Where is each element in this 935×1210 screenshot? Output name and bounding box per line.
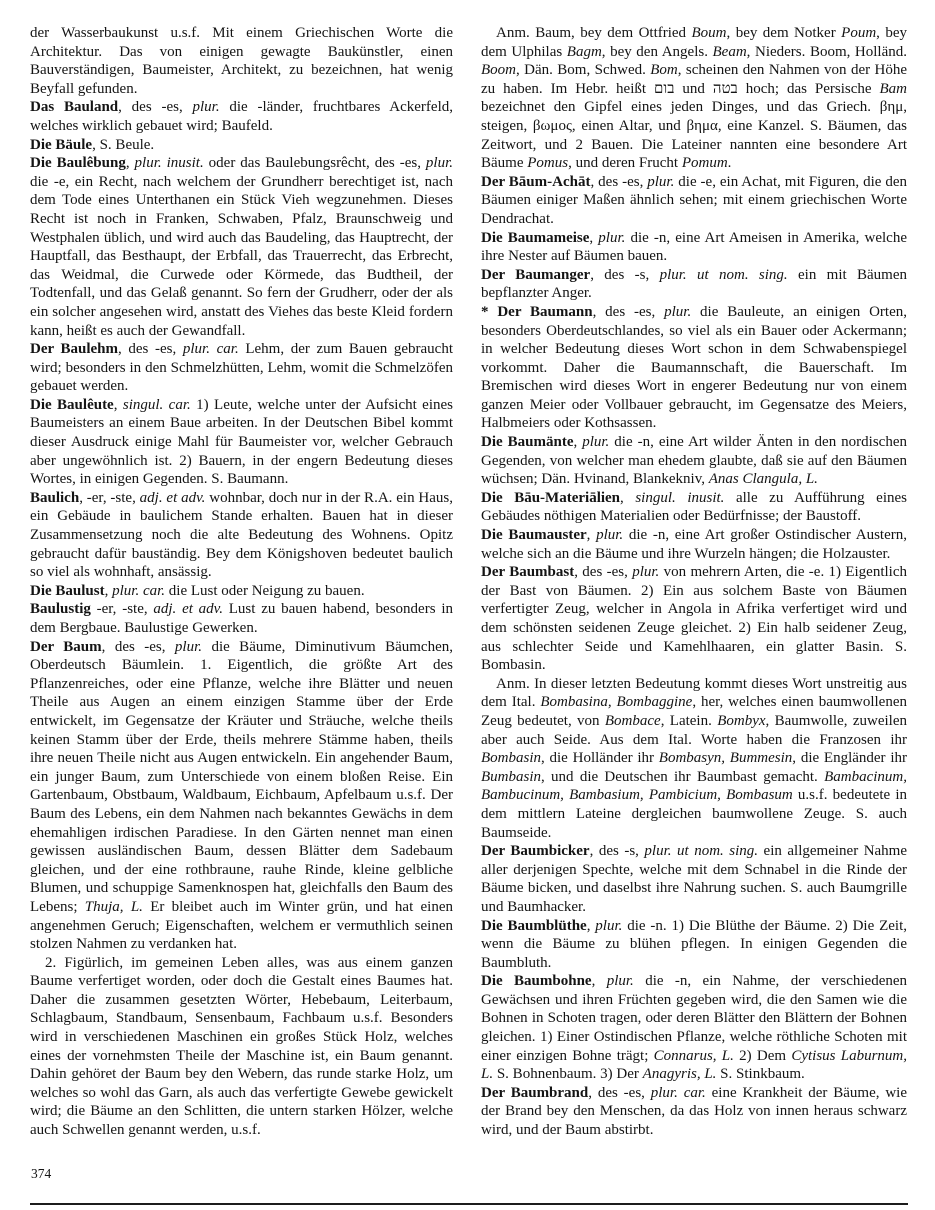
headword: Die Bāu-Materiālien [481, 489, 621, 506]
headword: Die Baulust [30, 582, 105, 599]
dictionary-paragraph: Die Baumbohne, plur. die -n, ein Nahme, der verschiedenen Gewächsen und ihren Früchten gegeben wird, die den Samen wie die Bohnen in Schoten tragen, oder deren Blätter den Blättern der Bohnen gleichen. 1) Einer Ostindischen Pflanze, welche röthliche Schoten mit einer einzigen Bohne trägt; Connarus, L. 2) Dem Cytisus Laburnum, L. S. Bohnenbaum. 3) Der Anagyris, L. S. Stinkbaum. [481, 973, 907, 1083]
headword: * Der Baumann [481, 303, 593, 320]
headword: Der Baum [30, 638, 102, 655]
text-column-right [481, 24, 907, 1202]
headword: Die Baumblüthe [481, 917, 587, 934]
dictionary-paragraph: Die Baulust, plur. car. die Lust oder Neigung zu bauen. [30, 582, 365, 599]
dictionary-paragraph: Die Bäule, S. Beule. [30, 136, 155, 153]
dictionary-paragraph: 2. Figürlich, im gemeinen Leben alles, was aus einem ganzen Baume verfertiget worden, oder doch die Gestalt eines Baumes hat. Daher die zusammen gesetzten Wörter, Hebebaum, Leiterbaum, Schlagbaum, Standbaum, Sensenbaum, Fachbaum u.s.f. Besonders wird in verschiedenen Maschinen ein großes Stück Holz, welches eines der vornehmsten Theile der Maschine ist, ein Baum genannt. Dahin gehöret der Baum bey den Webern, das runde starke Holz, um welches so wohl das Garn, als auch das verfertigte Gewebe gewickelt wird; die Bäume an den Schlitten, die untern starken Hölzer, welche auch Schwellen genannt werden, u.s.f. [30, 954, 453, 1139]
headword: Der Baumbast [481, 564, 575, 581]
dictionary-paragraph: Der Baumbast, des -es, plur. von mehrern Arten, die -e. 1) Eigentlich der Bast von Bäumen. 2) Ein aus solchem Baste von Bäumen verfertigter Zeug, welcher in Angola in Afrika verfertiget wird und dem schönsten seidenen Zeuge gleichet. 2) Ein halb seidener Zeug, aus schlechter Seide und Kamehlhaaren, ein glatter Basin. S. Bombasin. [481, 564, 907, 674]
dictionary-paragraph: Der Baumanger, des -s, plur. ut nom. sing. ein mit Bäumen bepflanzter Anger. [481, 266, 907, 302]
headword: Das Bauland [30, 99, 119, 116]
dictionary-paragraph: Der Bāum-Achāt, des -es, plur. die -e, ein Achat, mit Figuren, die den Bäumen einiger Maßen ähnlich sehen; mit einem griechischen Worte Dendrachat. [481, 173, 907, 227]
dictionary-paragraph: Die Baumänte, plur. die -n, eine Art wilder Änten in den nordischen Gegenden, von welcher man ehedem glaubte, daß sie auf den Bäumen wüchsen; Dän. Hvinand, Blankekniv, Anas Clangula, L. [481, 434, 907, 488]
dictionary-paragraph: Die Baumameise, plur. die -n, eine Art Ameisen in Amerika, welche ihre Nester auf Bäumen bauen. [481, 229, 907, 265]
dictionary-paragraph: Der Baulehm, des -es, plur. car. Lehm, der zum Bauen gebraucht wird; besonders in den Schmelzhütten, Lehm, womit die Schmelzöfen gebauet werden. [30, 341, 453, 395]
text-column-left [30, 24, 453, 1166]
headword: Die Baulêbung [30, 155, 126, 172]
headword: Der Baumbrand [481, 1084, 589, 1101]
dictionary-paragraph: der Wasserbaukunst u.s.f. Mit einem Griechischen Worte die Architektur. Das von einigen gewagte Baukünstler, einen Bauverständigen, Baumeister, Architekt, zu bezeichnen, hat wenig Beyfall gefunden. [30, 25, 453, 97]
headword: Die Baumameise [481, 229, 590, 246]
dictionary-paragraph: Die Baulêbung, plur. inusit. oder das Baulebungsrêcht, des -es, plur. die -e, ein Recht, nach welchem der Grundherr berechtiget ist, nach dem Tode eines Unterthanen ein Stück Vieh wegzunehmen. Dieses Recht ist noch in Franken, Schwaben, Pfalz, Braunschweig und Westphalen üblich, und wird auch das Baudeling, das Hauptrecht, der Hauptfall, das Besthaupt, der Erbfall, das Trauerrecht, das Erbrecht, das Weidmal, die Curwede oder Körmede, das Budtheil, der Todtenfall, und das Gelaß genannt. So fern der Grudherr, oder der als ein solcher angesehen wird, anstatt des Viehes das beste Kleid fordern kann, heißt es auch der Gewandfall. [30, 155, 453, 339]
dictionary-paragraph: Die Baumblüthe, plur. die -n. 1) Die Blüthe der Bäume. 2) Die Zeit, wenn die Bäume zu blühen pflegen. In einigen Gegenden die Baumbluth. [481, 917, 907, 971]
dictionary-paragraph: Anm. In dieser letzten Bedeutung kommt dieses Wort unstreitig aus dem Ital. Bombasina, Bombaggine, her, welches einen baumwollenen Zeug bedeutet, von Bombace, Latein. Bombyx, Baumwolle, zuweilen aber auch Seide. Aus dem Ital. Worte haben die Franzosen ihr Bombasin, die Holländer ihr Bombasyn, Bummesin, die Engländer ihr Bumbasin, und die Deutschen ihr Baumbast gemacht. Bambacinum, Bambucinum, Bambasium, Pambicium, Bombasum u.s.f. bedeutete in dem mittlern Lateine dergleichen baumwollene Zeuge. S. auch Baumseide. [481, 675, 907, 841]
headword: Der Baumbicker [481, 843, 590, 860]
dictionary-paragraph: Der Baumbrand, des -es, plur. car. eine Krankheit der Bäume, wie der Brand bey den Menschen, da das Holz von innen heraus schwarz wird, und der Baum abstirbt. [481, 1084, 907, 1139]
headword: Baulustig [30, 601, 91, 618]
dictionary-paragraph: Der Baum, des -es, plur. die Bäume, Diminutivum Bäumchen, Oberdeutsch Bäumlein. 1. Eigentlich, die größte Art des Pflanzenreiches, oder eine Pflanze, welche ihre Blätter und neuen Theile aus Augen an einem einzigen Stamme über der Erde entwickelt, im Gegensatze der Kräuter und Sträuche, welche theils keinen Stamm über der Erde, theils mehrere Stämme haben, theils ihre neuen Theile nicht aus Augen entwickeln. Ein angehender Baum, ein junger Baum, zum Unterschiede von einem bloßen Reise. Ein Gartenbaum, Obstbaum, Waldbaum, Eichbaum, Apfelbaum u.s.f. Der Baum des Lebens, ein dem Nahmen nach bekanntes Gewächs in dem ehemahligen irdischen Paradiese. In den Gärten nennet man einen gewissen ausländischen Baum, dessen Blätter dem Sadebaum gleichen, und der eine rothbraune, rauhe Rinde, kleine gelbliche Blumen, und schuppige Samenknospen hat, gleichfalls den Baum des Lebens; Thuja, L. Er bleibet auch im Winter grün, und hat einen angenehmen Geruch; Eigenschaften, welchem er vermuthlich seinen stolzen Nahmen zu verdanken hat. [30, 638, 453, 953]
headword: Der Baulehm [30, 341, 119, 358]
headword: Baulich [30, 489, 80, 506]
headword: Der Baumanger [481, 266, 591, 283]
dictionary-paragraph: Baulich, -er, -ste, adj. et adv. wohnbar, doch nur in der R.A. ein Haus, ein Gebäude in baulichem Stande erhalten. Bauen hat in dieser Zusammensetzung noch die alte Bedeutung des Wohnens. Opitz gebraucht dafür bauständig. Bey dem Königshoven bedeutet baulich so viel als wohnhaft, ansässig. [30, 489, 453, 581]
headword: Die Baumbohne [481, 973, 592, 990]
dictionary-paragraph: Das Bauland, des -es, plur. die -länder, fruchtbares Ackerfeld, welches wirklich gebauet wird; Baufeld. [30, 99, 453, 134]
dictionary-paragraph: Der Baumbicker, des -s, plur. ut nom. sing. ein allgemeiner Nahme aller derjenigen Spechte, welche mit dem Schnabel in die Rinde der Bäume bicken, und daselbst ihre Nahrung suchen. S. auch Baumgrille und Baumhacker. [481, 843, 907, 915]
headword: Der Bāum-Achāt [481, 173, 591, 190]
dictionary-paragraph: Baulustig -er, -ste, adj. et adv. Lust zu bauen habend, besonders in dem Bergbaue. Baulustige Gewerken. [30, 601, 453, 636]
dictionary-paragraph: Die Baulêute, singul. car. 1) Leute, welche unter der Aufsicht eines Baumeisters an einem Baue arbeiten. In der Deutschen Bibel kommt dieser Ausdruck einige Mahl für Baumeister vor, welcher Gebrauch aber ungewöhnlich ist. 2) Bauern, in der engern Bedeutung dieses Wortes, in einigen Gegenden. S. Baumann. [30, 396, 453, 488]
headword: Die Baumänte [481, 434, 574, 451]
dictionary-paragraph: Die Bāu-Materiālien, singul. inusit. alle zu Aufführung eines Gebäudes nöthigen Materialien oder Bedürfnisse; der Baustoff. [481, 489, 907, 525]
headword: Die Baulêute [30, 396, 114, 413]
headword: Die Bäule [30, 136, 93, 153]
dictionary-paragraph: Die Baumauster, plur. die -n, eine Art großer Ostindischer Austern, welche sich an die Bäume und ihre Wurzeln hängen; die Holzauster. [481, 527, 907, 562]
page-bottom-rule [30, 1203, 908, 1205]
page-number: 374 [31, 1166, 57, 1182]
dictionary-paragraph: * Der Baumann, des -es, plur. die Bauleute, an einigen Orten, besonders Oberdeutschlandes, so viel als ein Bauer oder Ackermann; in welcher Bedeutung dieses Wort schon in dem Schwabenspiegel vorkommt. Daher die Baumannschaft, die Bauerschaft. Im Bremischen wird dieses Wort in engerer Bedeutung nur von einem ganzen Meier oder Vollbauer gebraucht, im Gegensatze des Meiers, Halbmeiers oder Kothsassen. [481, 303, 907, 432]
headword: Die Baumauster [481, 527, 587, 544]
dictionary-paragraph: Anm. Baum, bey dem Ottfried Boum, bey dem Notker Poum, bey dem Ulphilas Bagm, bey den Angels. Beam, Nieders. Boom, Holländ. Boom, Dän. Bom, Schwed. Bom, scheinen den Nahmen von der Höhe zu haben. Im Hebr. heißt בום und בטה hoch; das Persische Bam bezeichnet den Gipfel eines jeden Dinges, und das Griech. βημ, steigen, βωμος, einen Altar, und βημα, eine Kanzel. S. Bäumen, das Zeitwort, und 2 Bauen. Die Lateiner nannten eine besondere Art Bäume Pomus, und deren Frucht Pomum. [481, 25, 907, 172]
